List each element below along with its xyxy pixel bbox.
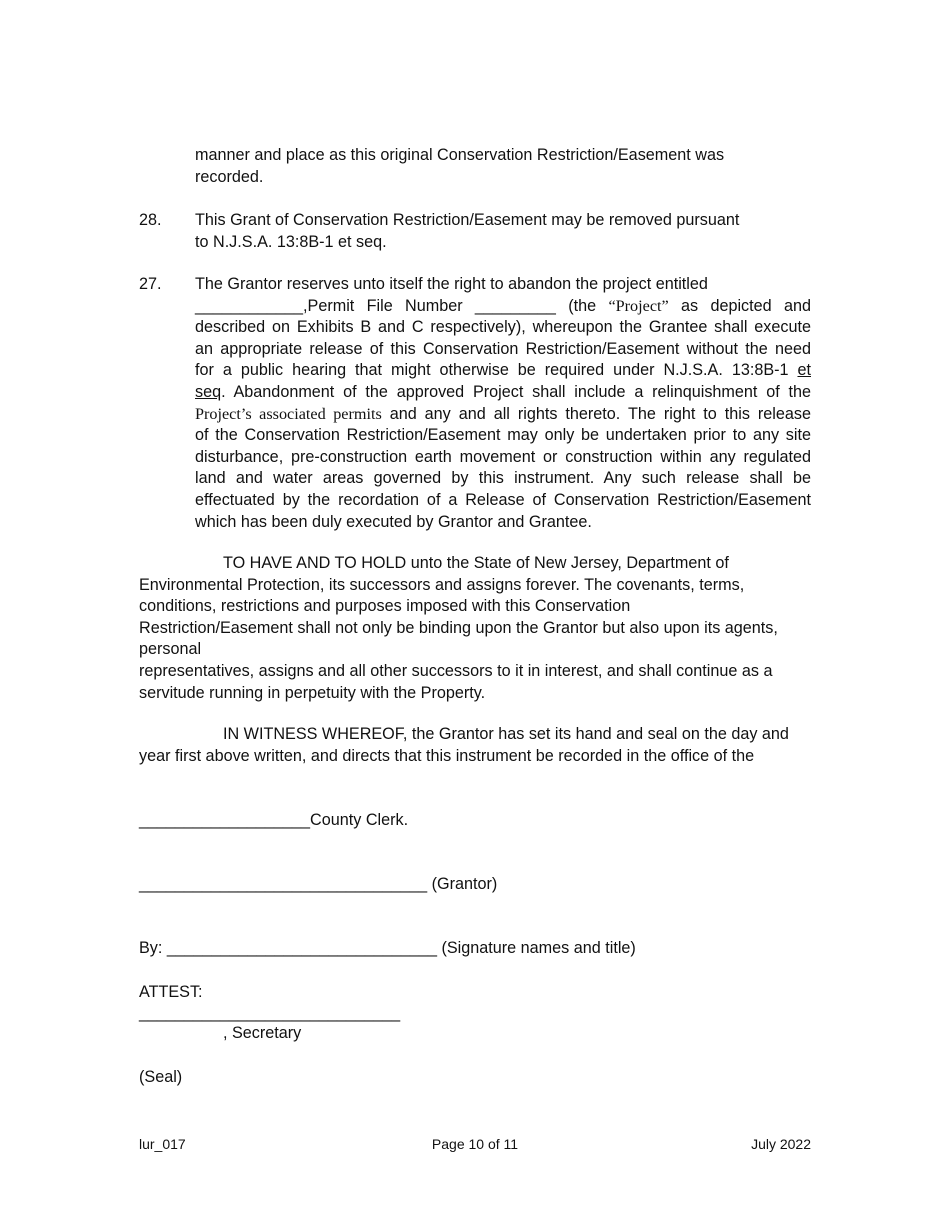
by-signature-line: By: ______________________________ (Signature names and title) [139,939,636,957]
item-27-line-2c: as depicted and [668,296,811,315]
item-27-number: 27. [139,275,162,293]
attest-signature-line: _____________________________ [139,1004,401,1022]
continued-line-1: manner and place as this original Conservation Restriction/Easement was [195,146,725,164]
habendum-line-3: conditions, restrictions and purposes imposed with this Conservation [139,597,631,616]
item-27-line-6b: . Abandonment of the approved Project shall include a relinquishment of the [221,382,811,401]
item-27-line-7b: and any and all rights thereto. The right to this release [381,404,811,423]
habendum-line-5: personal [139,640,202,659]
habendum-line-6: representatives, assigns and all other successors to it in interest, and shall continue as a [139,661,773,680]
attest-label: ATTEST: [139,983,203,1001]
item-27-line-10: land and water areas governed by this instrument. Any such release shall be [195,469,811,488]
item-27-line-6 [195,382,811,404]
continued-paragraph [195,145,811,188]
item-27-line-7 [195,404,811,426]
item-28-text [195,210,811,253]
witness-paragraph [139,724,811,767]
footer-date: July 2022 [751,1136,811,1152]
continued-line-2: recorded. [195,167,264,186]
item-27-line-5 [195,360,811,382]
project-permits-term: Project’s associated permits [195,404,382,423]
habendum-line-1 [139,553,811,575]
item-27-line-3: described on Exhibits B and C respectively), whereupon the Grantee shall execute [195,318,811,337]
item-27-line-11: effectuated by the recordation of a Release of Conservation Restriction/Easement [195,490,811,509]
grantor-signature-line: ________________________________ (Grantor) [139,875,498,893]
item-28-line-1: This Grant of Conservation Restriction/Easement may be removed pursuant [195,211,740,229]
witness-line-2: year first above written, and directs that this instrument be recorded in the office of the [139,746,755,765]
habendum-paragraph [139,553,811,704]
habendum-line-7: servitude running in perpetuity with the Property. [139,683,486,702]
seq-underlined: seq [195,382,222,401]
witness-line-1 [139,724,811,746]
item-28-line-2: to N.J.S.A. 13:8B-1 et seq. [195,232,387,251]
project-term: “Project” [608,296,669,315]
seal-label: (Seal) [139,1068,183,1086]
footer-page-number: Page 10 of 11 [431,1136,519,1152]
habendum-line-1-text: TO HAVE AND TO HOLD unto the State of New Jersey, Department of [223,554,729,572]
item-27-line-12: which has been duly executed by Grantor and Grantee. [195,512,592,531]
habendum-line-2: Environmental Protection, its successors and assigns forever. The covenants, terms, [139,575,745,594]
item-28-number: 28. [139,211,162,229]
witness-line-1-text: IN WITNESS WHEREOF, the Grantor has set its hand and seal on the day and [223,725,789,743]
item-27-line-9: disturbance, pre-construction earth movement or construction within any regulated [195,447,811,466]
item-27-line-2 [195,296,811,318]
et-underlined: et [797,361,811,380]
item-27-line-5a: for a public hearing that might otherwise be required under N.J.S.A. 13:8B-1 [195,361,798,380]
item-27-line-2a: ____________,Permit File Number _________ (the [195,296,609,315]
secretary-label: , Secretary [223,1024,302,1042]
item-27-line-1: The Grantor reserves unto itself the right to abandon the project entitled [195,275,708,293]
county-clerk-line: ___________________County Clerk. [139,811,409,829]
footer-form-id: lur_017 [139,1136,186,1152]
item-27-line-4: an appropriate release of this Conservation Restriction/Easement without the need [195,339,811,358]
habendum-line-4: Restriction/Easement shall not only be binding upon the Grantor but also upon its agents, [139,618,778,637]
item-27-line-8: of the Conservation Restriction/Easement may only be undertaken prior to any site [195,426,811,445]
item-27-text [195,274,811,533]
